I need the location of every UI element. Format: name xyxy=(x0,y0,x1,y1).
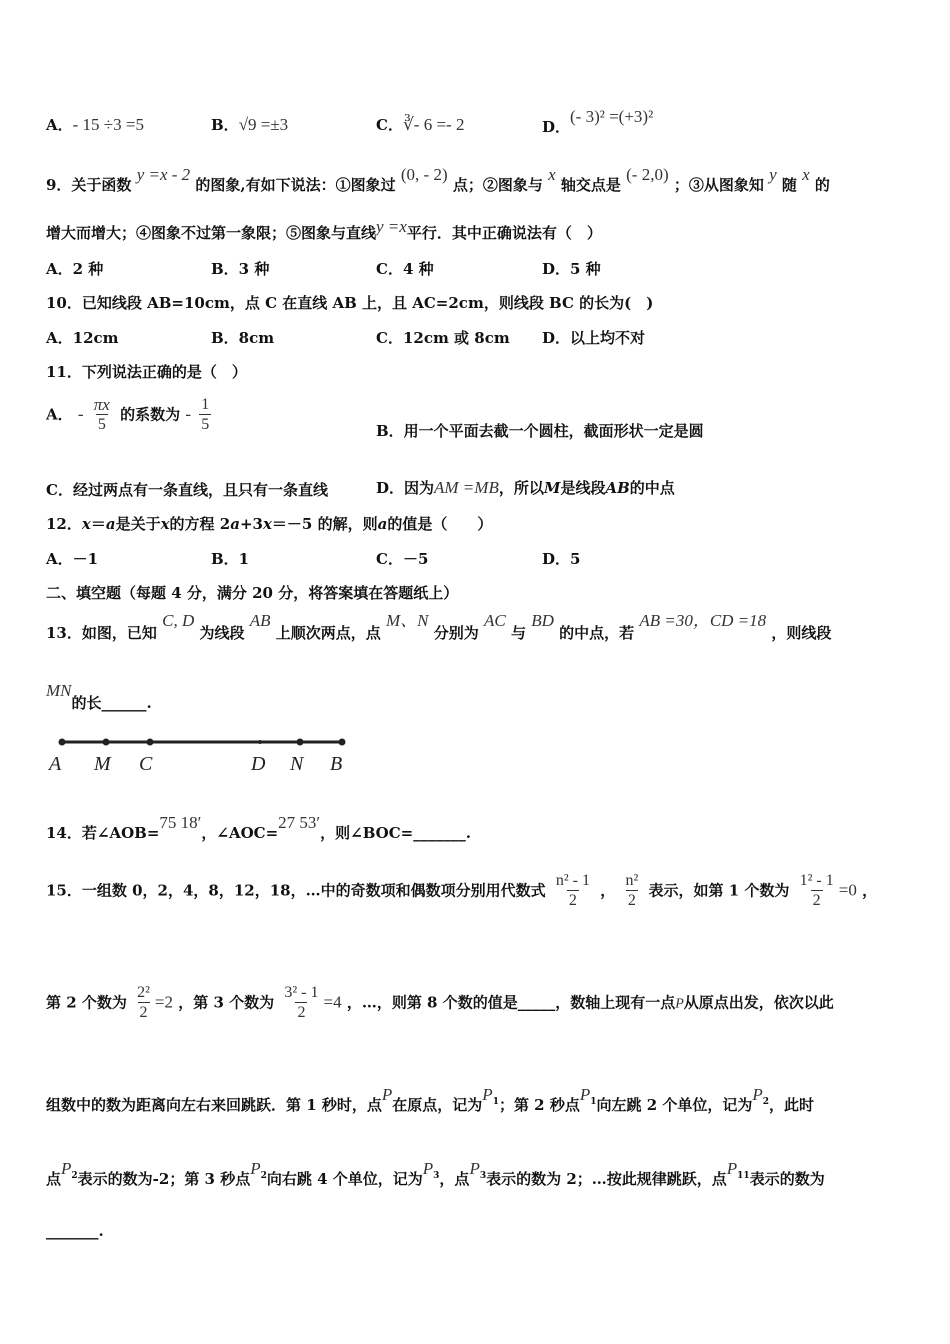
q9-option-a: A．2 种 xyxy=(46,260,104,278)
q10-option-b: B．8cm xyxy=(211,329,275,347)
point-c xyxy=(147,739,154,746)
q15-even-term-fraction: $\frac{\text{n²}}{2}$ xyxy=(625,872,639,909)
q11-a-coefficient-fraction: $\frac{1}{5}$ xyxy=(201,396,210,433)
q10-option-a: A．12cm xyxy=(46,329,119,347)
q11-a-fraction: $\frac{\pi x}{5}$ xyxy=(93,395,110,433)
q14-stem: 14．若∠AOB=75 18′，∠AOC=27 53′，则∠BOC=_______. xyxy=(46,813,471,842)
q8-option-a: A．- 15 ÷3 =5 xyxy=(46,115,144,134)
q11-option-c: C．经过两点有一条直线，且只有一条直线 xyxy=(46,481,328,499)
q11-option-a: A． - $\frac{\pi x}{5}$ 的系数为 - $\frac{1}{5}$ xyxy=(46,395,210,433)
label-m: M xyxy=(94,753,111,775)
q10-option-d: D．以上均不对 xyxy=(542,329,646,347)
label-d: D xyxy=(251,753,266,775)
q8-option-c-expr: ∛- 6 =- 2 xyxy=(402,115,465,134)
q13-stem-line1: 13．如图，已知 C, D 为线段 AB 上顺次两点，点 M、N 分别为 AC 与 BD 的中点，若 AB =30，CD =18 ，则线段 xyxy=(46,611,832,642)
q12-stem: 12．x＝a是关于x的方程 2a+3x＝－5 的解，则a的值是（ ） xyxy=(46,515,493,533)
q15-stem-line3: 组数中的数为距离向左右来回跳跃．第 1 秒时，点P在原点，记为$P_1$；第 2 秒点$P_1$向左跳 2 个单位，记为$P_2$，此时 xyxy=(46,1085,815,1114)
q15-answer-blank: _______. xyxy=(46,1222,104,1240)
q8-option-a-expr: - 15 ÷3 =5 xyxy=(72,115,144,134)
q11-option-d: D．因为AM =MB，所以M是线段AB的中点 xyxy=(376,478,675,497)
q8-option-d: D．(- 3)² =(+3)² xyxy=(542,107,654,136)
q11-stem: 11．下列说法正确的是（ ） xyxy=(46,363,247,381)
q9-stem-line2: 增大而增大；④图象不过第一象限；⑤图象与直线y =x平行．其中正确说法有（ ） xyxy=(46,217,602,242)
point-a xyxy=(59,739,66,746)
label-a: A xyxy=(49,753,62,775)
label-b: B xyxy=(330,753,343,775)
point-m xyxy=(103,739,110,746)
q11-option-b: B．用一个平面去截一个圆柱，截面形状一定是圆 xyxy=(376,422,704,440)
point-d xyxy=(258,740,262,744)
q12-option-d: D．5 xyxy=(542,550,581,568)
q12-option-c: C．－5 xyxy=(376,550,429,568)
q8-option-c: C．∛- 6 =- 2 xyxy=(376,115,465,134)
q15-first-term-fraction: $\frac{\text{1² - 1}}{2}$ xyxy=(799,872,834,909)
q15-stem-line1: 15．一组数 0，2，4，8，12，18，…中的奇数项和偶数项分别用代数式 $\frac{\text{n² - 1}}{2}$ ， $\frac{\text{n²}}{2}$ 表示，如第 1 个数为 $\frac{\text{1² - 1}}{2}$ =0 ， xyxy=(46,872,878,909)
q9-option-b: B．3 种 xyxy=(211,260,270,278)
point-b xyxy=(339,739,346,746)
label-c: C xyxy=(139,753,153,775)
section-heading-fill-in: 二、填空题（每题 4 分，满分 20 分，将答案填在答题纸上） xyxy=(46,584,459,602)
q15-stem-line2: 第 2 个数为 $\frac{\text{2²}}{2}$ =2 ，第 3 个数为 $\frac{\text{3² - 1}}{2}$ =4 ，…，则第 8 个数的值是_____，数轴上现有一点P从原点出发，依次以此 xyxy=(46,984,834,1021)
q8-option-b: B．√9 =±3 xyxy=(211,115,289,134)
q9-option-c: C．4 种 xyxy=(376,260,434,278)
point-n xyxy=(297,739,304,746)
q12-option-a: A．－1 xyxy=(46,550,99,568)
q13-segment-diagram xyxy=(46,732,356,778)
q9-stem-line1: 9．关于函数 y =x - 2 的图象,有如下说法：①图象过 (0, - 2) 点；②图象与 x 轴交点是 (- 2,0) ；③从图象知 y 随 x 的 xyxy=(46,165,830,194)
q15-second-term-fraction: $\frac{\text{2²}}{2}$ xyxy=(137,984,150,1021)
q15-odd-term-fraction: $\frac{\text{n² - 1}}{2}$ xyxy=(555,872,590,909)
q13-stem-line2: MN的长______. xyxy=(46,681,152,712)
q10-option-c: C．12cm 或 8cm xyxy=(376,329,510,347)
q8-option-b-expr: √9 =±3 xyxy=(238,115,289,134)
q15-stem-line4: 点$P_2$表示的数为-2；第 3 秒点$P_2$向右跳 4 个单位，记为$P_3$，点$P_3$表示的数为 2；…按此规律跳跃，点$P_{11}$表示的数为 xyxy=(46,1159,825,1188)
q15-third-term-fraction: $\frac{\text{3² - 1}}{2}$ xyxy=(284,984,319,1021)
q10-stem: 10．已知线段 AB=10cm，点 C 在直线 AB 上，且 AC=2cm，则线段 BC 的长为( ) xyxy=(46,294,654,312)
q9-option-d: D．5 种 xyxy=(542,260,601,278)
q12-option-b: B．1 xyxy=(211,550,250,568)
label-n: N xyxy=(290,753,304,775)
q8-option-d-expr: (- 3)² =(+3)² xyxy=(570,107,654,126)
